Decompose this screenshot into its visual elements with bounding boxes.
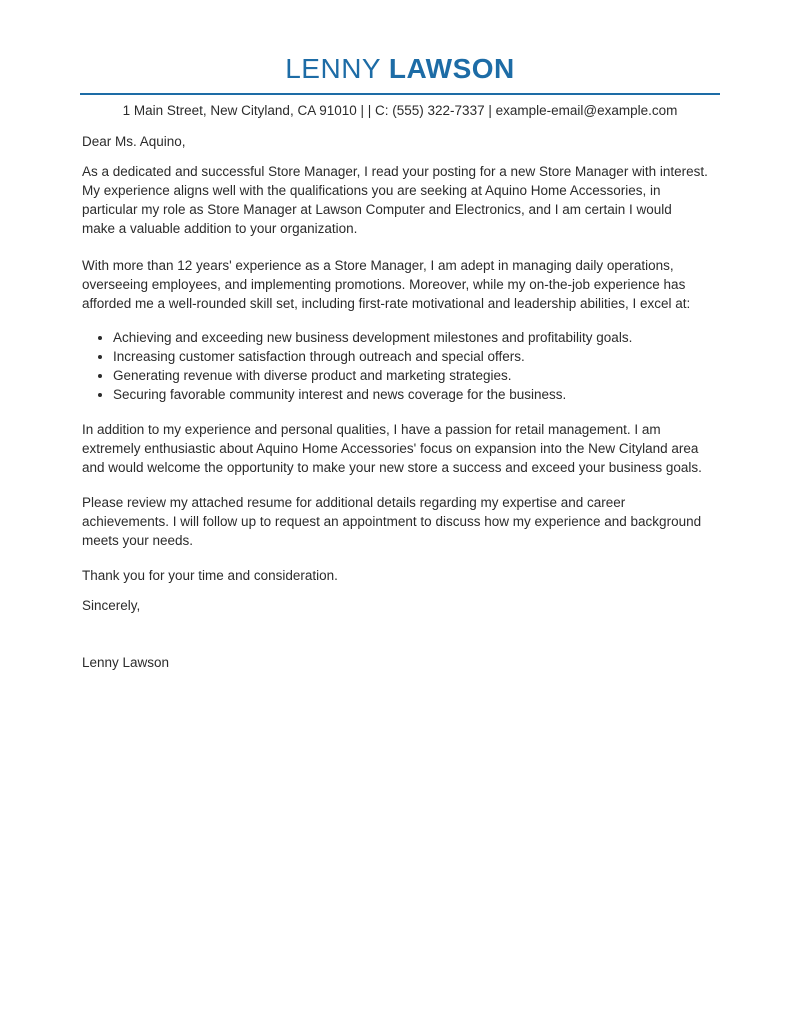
first-name: LENNY bbox=[285, 53, 381, 84]
skills-bullet-list bbox=[82, 328, 708, 404]
paragraph-experience: With more than 12 years' experience as a Store Manager, I am adept in managing daily operations, overseeing employees, and implementing promotions. Moreover, while my on-the-job experience has afforded me a well-rounded skill set, including first-rate motivational and leadership abilities, I excel at: bbox=[82, 258, 691, 311]
bullet-item: • Generating revenue with diverse product and marketing strategies. bbox=[113, 366, 708, 385]
bullet-item: • Securing favorable community interest and news coverage for the business. bbox=[113, 385, 708, 404]
page-title bbox=[0, 52, 800, 85]
paragraph-intro: As a dedicated and successful Store Manager, I read your posting for a new Store Manager with interest. My experience aligns well with the qualifications you are seeking at Aquino Home Accessories, in particular my role as Store Manager at Lawson Computer and Electronics, and I am certain I would make a valuable addition to your organization. bbox=[82, 164, 708, 236]
closing-line: Sincerely, bbox=[82, 598, 141, 613]
last-name: LAWSON bbox=[388, 53, 515, 84]
paragraph-resume: Please review my attached resume for additional details regarding my expertise and career achievements. I will follow up to request an appointment to discuss how my experience and background meets your needs. bbox=[82, 495, 702, 548]
salutation: Dear Ms. Aquino, bbox=[82, 134, 186, 149]
letter-header bbox=[0, 52, 800, 118]
header-divider bbox=[80, 93, 720, 95]
paragraph-passion: In addition to my experience and personal qualities, I have a passion for retail management. I am extremely enthusiastic about Aquino Home Accessories' focus on expansion into the New Cityland area and would welcome the opportunity to make your new store a success and exceed your business goals. bbox=[82, 422, 702, 475]
bullet-item: • Increasing customer satisfaction through outreach and special offers. bbox=[113, 347, 708, 366]
bullet-item: • Achieving and exceeding new business development milestones and profitability goals. bbox=[113, 328, 708, 347]
letter-body bbox=[82, 132, 708, 672]
contact-line: 1 Main Street, New Cityland, CA 91010 | | C: (555) 322-7337 | example-email@example.com bbox=[122, 103, 678, 118]
signature-name: Lenny Lawson bbox=[82, 655, 170, 670]
thanks-line: Thank you for your time and consideration. bbox=[82, 568, 338, 583]
